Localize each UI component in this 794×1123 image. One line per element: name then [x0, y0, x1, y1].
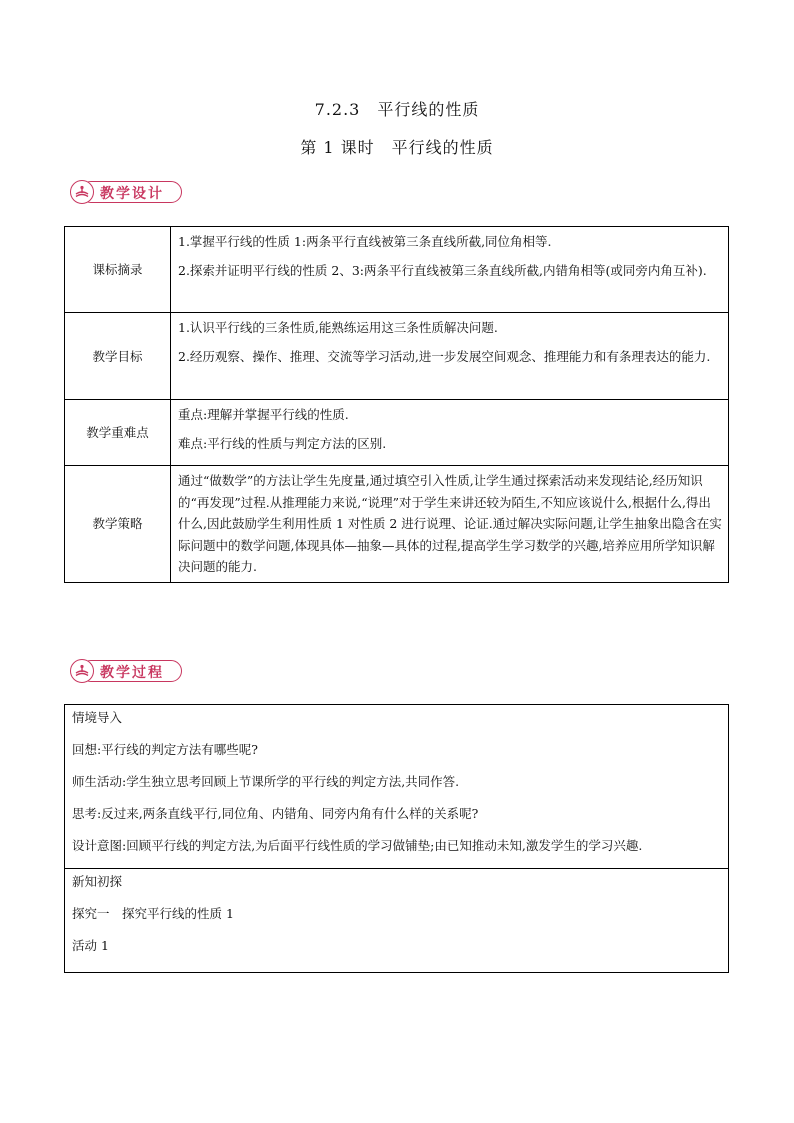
lesson-subtitle: 第 1 课时 平行线的性质: [300, 138, 494, 157]
table-row: [65, 705, 729, 869]
row-content: 1.认识平行线的三条性质,能熟练运用这三条性质解决问题. 2.经历观察、操作、推理、交流等学习活动,进一步发展空间观念、推理能力和有条理表达的能力.: [171, 313, 729, 400]
row-label: 教学目标: [65, 313, 171, 400]
table-row: [65, 869, 729, 973]
lesson-title: 7.2.3 平行线的性质: [314, 100, 480, 119]
badge-label: 教学过程: [100, 665, 164, 681]
row-content: 重点:理解并掌握平行线的性质. 难点:平行线的性质与判定方法的区别.: [171, 400, 729, 466]
table-row: [65, 400, 729, 466]
table-row: [65, 313, 729, 400]
row-label: 教学策略: [65, 466, 171, 583]
badge-label: 教学设计: [100, 186, 164, 202]
row-content: 1.掌握平行线的性质 1:两条平行直线被第三条直线所截,同位角相等. 2.探索并证明平行线的性质 2、3:两条平行直线被第三条直线所截,内错角相等(或同旁内角互补).: [171, 227, 729, 313]
process-block: 情境导入 回想:平行线的判定方法有哪些呢? 师生活动:学生独立思考回顾上节课所学的平行线的判定方法,共同作答. 思考:反过来,两条直线平行,同位角、内错角、同旁内角有什么样的关系呢? 设计意图:回顾平行线的判定方法,为后面平行线性质的学习做铺垫;由已知推动未知,激发学生的学习兴趣.: [65, 705, 729, 869]
book-hand-icon: [70, 180, 94, 204]
section-badge-process: [70, 659, 182, 683]
section-badge-design: [70, 180, 182, 204]
process-table: [64, 704, 729, 973]
design-table: [64, 226, 729, 583]
table-row: [65, 466, 729, 583]
row-content: 通过“做数学”的方法让学生先度量,通过填空引入性质,让学生通过探索活动来发现结论,经历知识的“再发现”过程.从推理能力来说,“说理”对于学生来讲还较为陌生,不知应该说什么,根据什么,得出什么,因此鼓励学生利用性质 1 对性质 2 进行说理、论证.通过解决实际问题,让学生抽象出隐含在实际问题中的数学问题,体现具体—抽象—具体的过程,提高学生学习数学的兴趣,培养应用所学知识解决问题的能力.: [171, 466, 729, 583]
process-block: 新知初探 探究一 探究平行线的性质 1 活动 1: [65, 869, 729, 973]
row-label: 课标摘录: [65, 227, 171, 313]
book-hand-icon: [70, 659, 94, 683]
table-row: [65, 227, 729, 313]
row-label: 教学重难点: [65, 400, 171, 466]
